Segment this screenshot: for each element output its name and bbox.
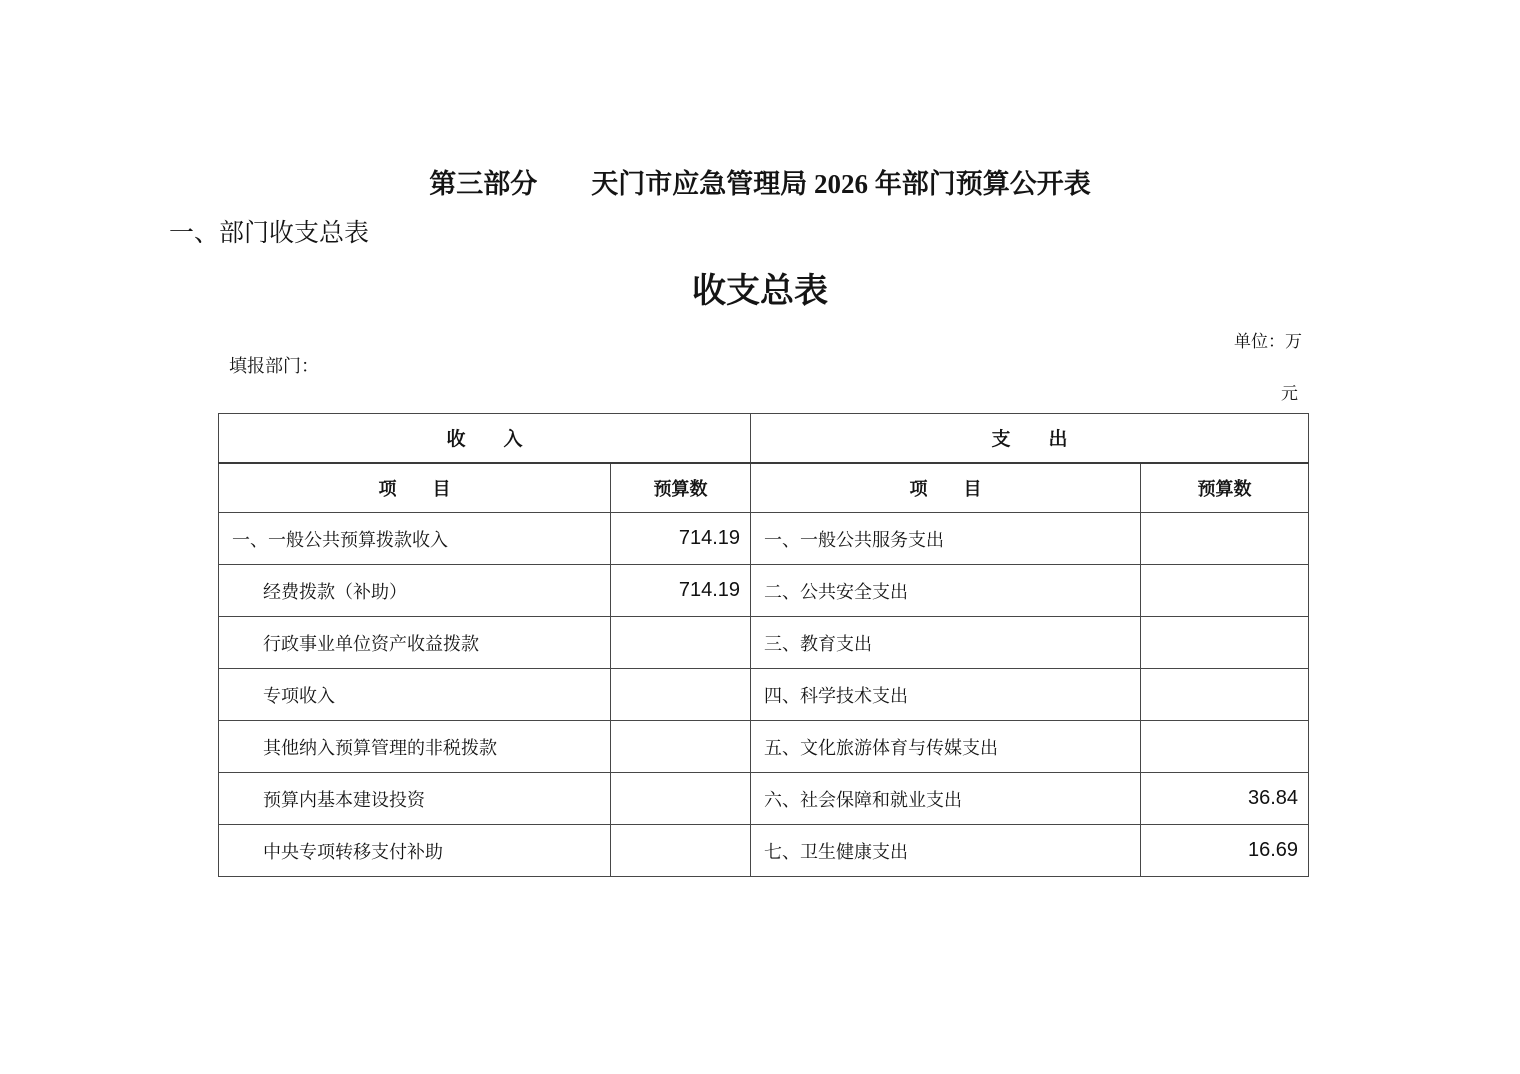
unit-label-line1: 单位：万 [1234,332,1302,351]
expense-item-cell: 五、文化旅游体育与传媒支出 [751,721,1141,773]
document-title: 第三部分 天门市应急管理局 2026 年部门预算公开表 [429,169,1091,199]
expense-item-cell: 四、科学技术支出 [751,669,1141,721]
table-row [219,721,1309,773]
income-group-header: 收 入 [219,414,751,463]
table-column-header-row [219,463,1309,513]
income-item-header: 项 目 [219,463,611,513]
unit-label-line2: 元 [1281,384,1298,403]
expense-budget-cell: 36.84 [1141,773,1309,825]
income-item-cell: 中央专项转移支付补助 [219,825,611,877]
table-row [219,565,1309,617]
table-row [219,617,1309,669]
income-budget-cell [611,669,751,721]
income-budget-cell: 714.19 [611,513,751,565]
income-budget-header: 预算数 [611,463,751,513]
income-item-cell: 行政事业单位资产收益拨款 [219,617,611,669]
expense-item-cell: 一、一般公共服务支出 [751,513,1141,565]
income-item-cell: 其他纳入预算管理的非税拨款 [219,721,611,773]
budget-summary-table [218,413,1309,877]
expense-budget-cell [1141,565,1309,617]
income-budget-cell [611,617,751,669]
section-heading: 一、部门收支总表 [169,220,370,247]
reporting-department-label: 填报部门： [229,356,319,376]
expense-group-header: 支 出 [751,414,1309,463]
expense-budget-cell [1141,721,1309,773]
expense-item-header: 项 目 [751,463,1141,513]
income-item-cell: 一、一般公共预算拨款收入 [219,513,611,565]
expense-budget-cell: 16.69 [1141,825,1309,877]
expense-budget-cell [1141,513,1309,565]
income-budget-cell [611,825,751,877]
table-row [219,825,1309,877]
income-item-cell: 经费拨款（补助） [219,565,611,617]
expense-budget-cell [1141,617,1309,669]
expense-budget-header: 预算数 [1141,463,1309,513]
expense-item-cell: 二、公共安全支出 [751,565,1141,617]
table-row [219,669,1309,721]
income-item-cell: 专项收入 [219,669,611,721]
income-budget-cell [611,773,751,825]
expense-item-cell: 六、社会保障和就业支出 [751,773,1141,825]
table-row [219,513,1309,565]
expense-item-cell: 三、教育支出 [751,617,1141,669]
expense-item-cell: 七、卫生健康支出 [751,825,1141,877]
table-title: 收支总表 [692,273,828,310]
income-budget-cell [611,721,751,773]
expense-budget-cell [1141,669,1309,721]
income-budget-cell: 714.19 [611,565,751,617]
income-item-cell: 预算内基本建设投资 [219,773,611,825]
table-group-header-row [219,414,1309,463]
table-row [219,773,1309,825]
